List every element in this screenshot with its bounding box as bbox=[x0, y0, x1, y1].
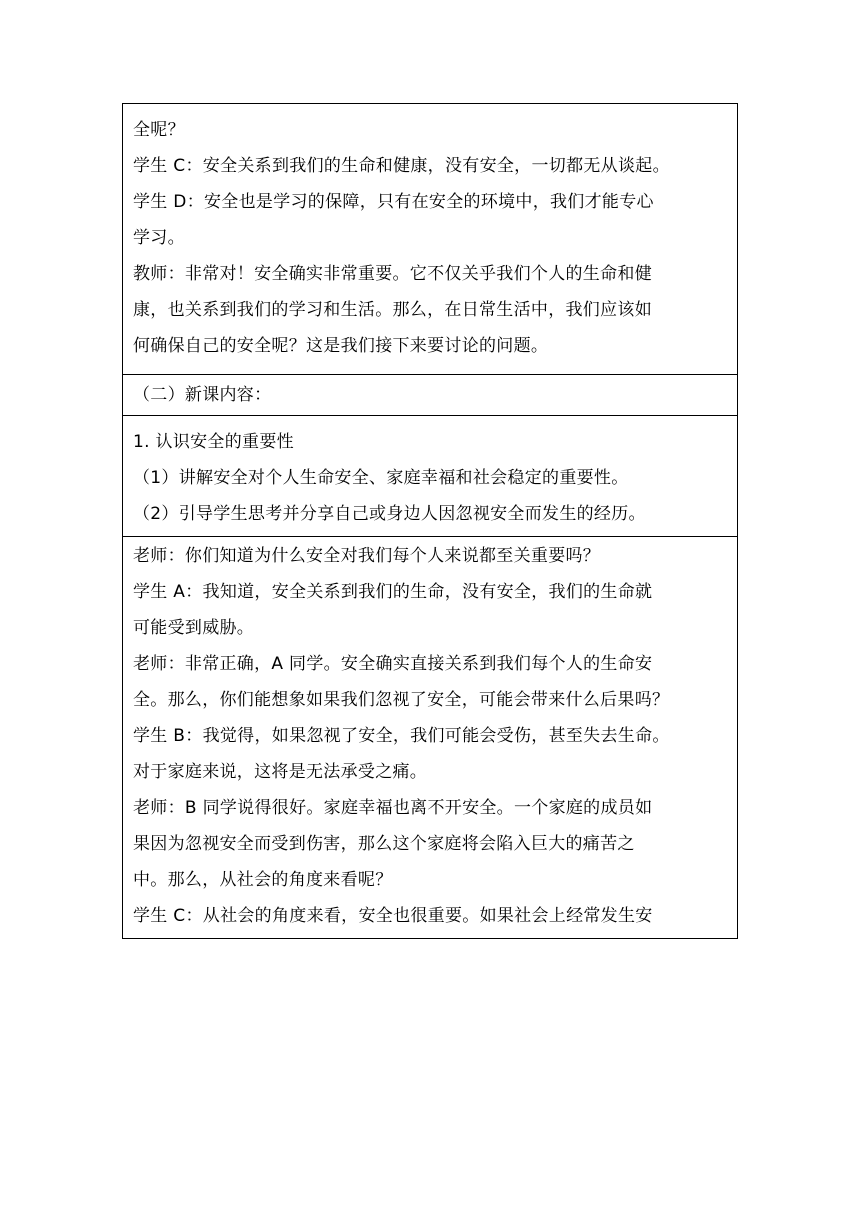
text-line: 可能受到威胁。 bbox=[133, 618, 255, 638]
outline-item: （2）引导学生思考并分享自己或身边人因忽视安全而发生的经历。 bbox=[133, 504, 646, 524]
text-line: 老师：非常正确，A 同学。安全确实直接关系到我们每个人的生命安 bbox=[133, 654, 653, 674]
text-line: 全。那么，你们能想象如果我们忽视了安全，可能会带来什么后果吗？ bbox=[133, 690, 670, 710]
text-line: 康，也关系到我们的学习和生活。那么，在日常生活中，我们应该如 bbox=[133, 300, 652, 320]
text-line: 何确保自己的安全呢？这是我们接下来要讨论的问题。 bbox=[133, 336, 549, 356]
text-line: 学生 C：安全关系到我们的生命和健康，没有安全，一切都无从谈起。 bbox=[133, 156, 670, 176]
text-line: 学生 B：我觉得，如果忽视了安全，我们可能会受伤，甚至失去生命。 bbox=[133, 726, 670, 746]
text-line: 学习。 bbox=[133, 228, 185, 248]
section-heading: （二）新课内容： bbox=[133, 385, 272, 405]
text-line: 中。那么，从社会的角度来看呢？ bbox=[133, 870, 393, 890]
table-cell-dialogue-main bbox=[123, 536, 737, 938]
table-cell-section-heading bbox=[123, 374, 737, 415]
text-line: 老师：B 同学说得很好。家庭幸福也离不开安全。一个家庭的成员如 bbox=[133, 798, 653, 818]
text-line: 学生 C：从社会的角度来看，安全也很重要。如果社会上经常发生安 bbox=[133, 906, 653, 926]
text-line: 全呢？ bbox=[133, 120, 185, 140]
text-line: 老师：你们知道为什么安全对我们每个人来说都至关重要吗？ bbox=[133, 546, 601, 566]
lesson-table bbox=[122, 103, 738, 939]
text-line: 对于家庭来说，这将是无法承受之痛。 bbox=[133, 762, 428, 782]
outline-item: （1）讲解安全对个人生命安全、家庭幸福和社会稳定的重要性。 bbox=[133, 468, 629, 488]
text-line: 学生 A：我知道，安全关系到我们的生命，没有安全，我们的生命就 bbox=[133, 582, 653, 602]
outline-heading: 1. 认识安全的重要性 bbox=[133, 432, 294, 452]
text-line: 学生 D：安全也是学习的保障，只有在安全的环境中，我们才能专心 bbox=[133, 192, 654, 212]
text-line: 教师：非常对！安全确实非常重要。它不仅关乎我们个人的生命和健 bbox=[133, 264, 652, 284]
table-cell-dialogue-intro bbox=[123, 104, 737, 374]
text-line: 果因为忽视安全而受到伤害，那么这个家庭将会陷入巨大的痛苦之 bbox=[133, 834, 635, 854]
table-cell-lesson-outline bbox=[123, 415, 737, 536]
